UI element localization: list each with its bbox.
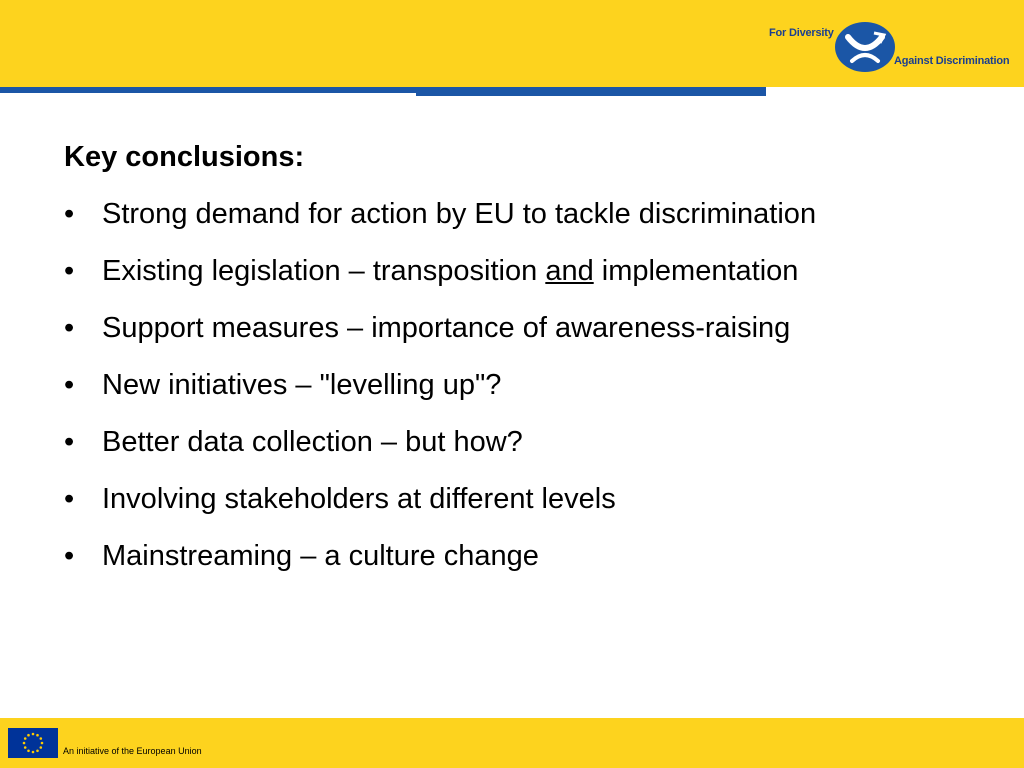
conclusions-list <box>64 194 984 593</box>
bullet-item <box>64 422 984 479</box>
bullet-text: Mainstreaming – a culture change <box>102 540 539 572</box>
bullet-mark: • <box>64 426 75 458</box>
logo-text-for-diversity: For Diversity <box>769 27 834 39</box>
bullet-item <box>64 479 984 536</box>
bullet-text-before: Existing legislation – transposition <box>102 255 546 287</box>
bullet-text <box>102 251 798 291</box>
logo-text-against-discrimination: Against Discrimination <box>894 55 1010 67</box>
bullet-item <box>64 251 984 308</box>
bullet-mark: • <box>64 483 75 515</box>
bullet-mark: • <box>64 255 75 287</box>
slide-content <box>64 137 984 593</box>
bullet-mark: • <box>64 369 75 401</box>
bullet-mark: • <box>64 198 75 230</box>
bullet-text: Better data collection – but how? <box>102 426 523 458</box>
footer-eu-initiative-text: An initiative of the European Union <box>63 746 202 756</box>
bullet-text-after: implementation <box>593 255 799 287</box>
bullet-item <box>64 308 984 365</box>
slide-heading: Key conclusions: <box>64 141 305 173</box>
bullet-text: Strong demand for action by EU to tackle discrimination <box>102 198 817 230</box>
bullet-item <box>64 194 984 251</box>
bullet-mark: • <box>64 540 75 572</box>
header-rule-right <box>416 87 766 96</box>
eu-flag-icon <box>8 728 58 758</box>
bullet-text: Support measures – importance of awareness-raising <box>102 312 791 344</box>
bullet-item <box>64 365 984 422</box>
bullet-text: New initiatives – "levelling up"? <box>102 369 502 401</box>
bullet-item <box>64 536 984 593</box>
bullet-text: Involving stakeholders at different levels <box>102 483 616 515</box>
bullet-text-underlined: and <box>545 255 594 287</box>
for-diversity-logo <box>766 18 1016 78</box>
bullet-mark: • <box>64 312 75 344</box>
footer-band <box>0 718 1024 768</box>
for-diversity-emblem-icon <box>834 21 896 73</box>
header-rule-left <box>0 87 416 93</box>
